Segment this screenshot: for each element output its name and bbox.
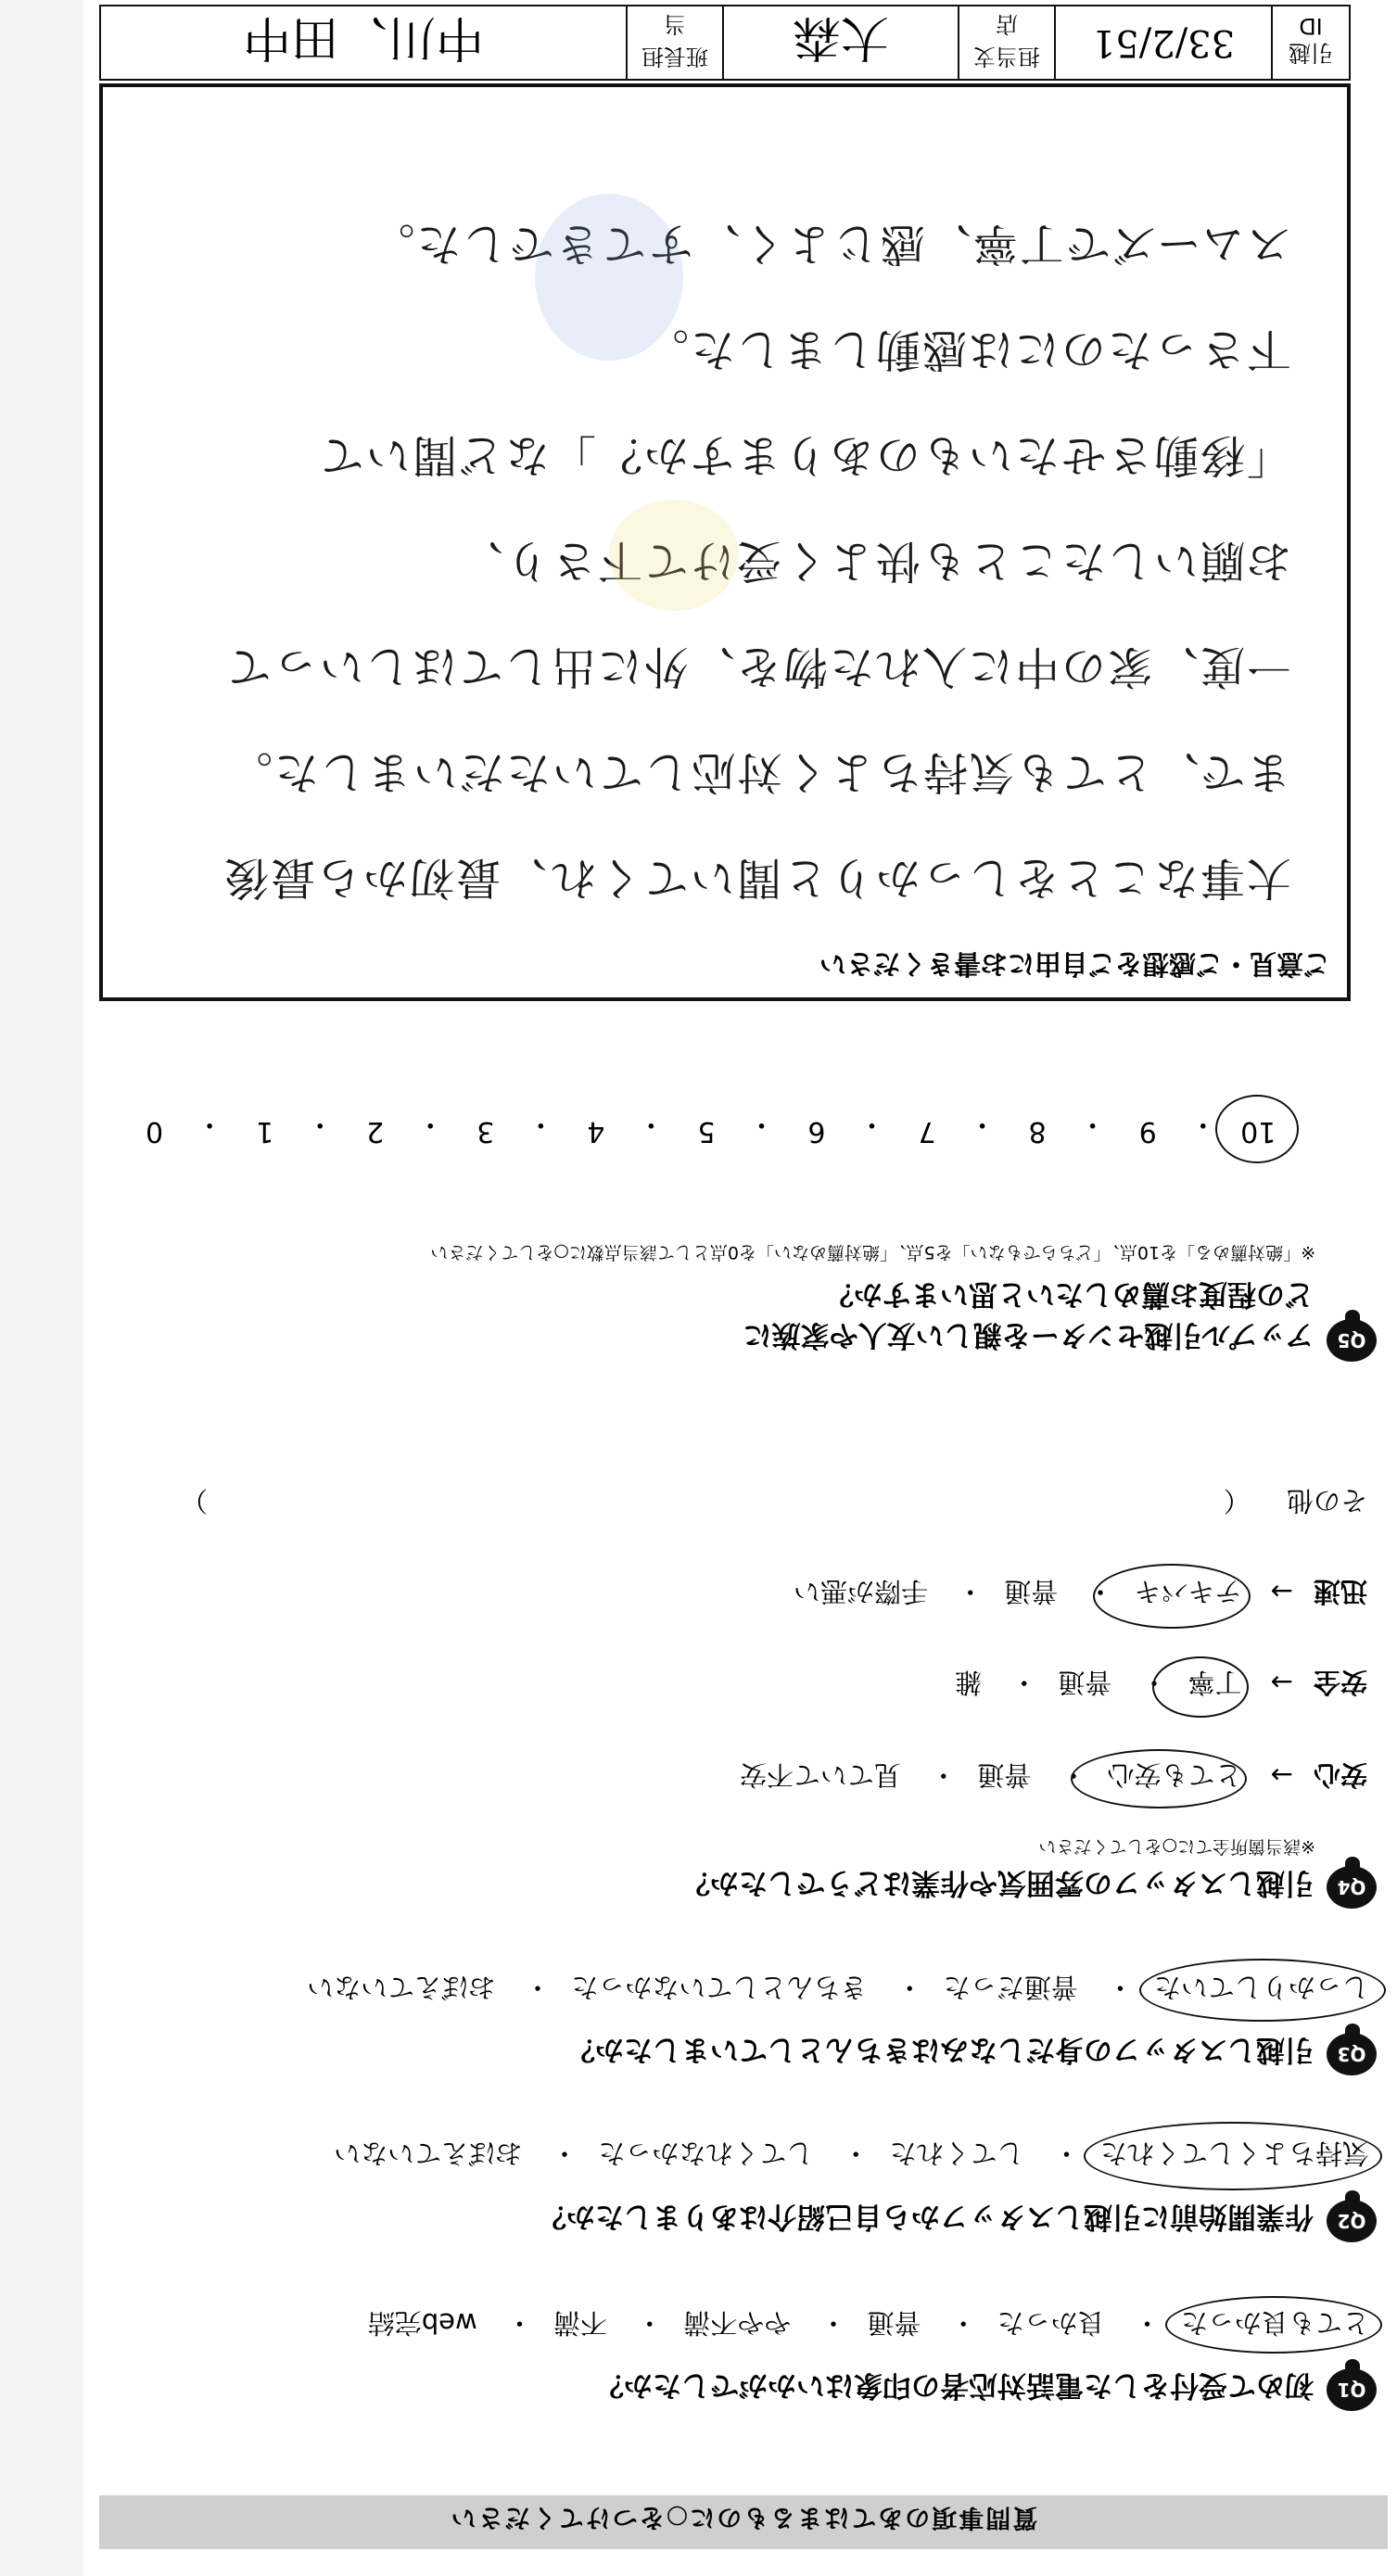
q4-other-close: ）	[181, 1485, 209, 1516]
q4-jinsoku-selection-circle	[1093, 1564, 1251, 1629]
q5-score-scale: 10 ・ 9 ・ 8 ・ 7 ・ 6 ・ 5 ・ 4 ・ 3 ・ 2 ・ 1 ・ 0	[127, 1107, 1286, 1148]
q4-anshin-selection-circle	[1071, 1749, 1247, 1808]
survey-paper	[85, 9, 1388, 2567]
instruction-text: 質問事項のあてはまるものに○をつけてください	[449, 2503, 1038, 2532]
q4-row-anshin: 安心→ とても安心・ 普通・ 見ていて不安	[740, 1758, 1367, 1796]
q1-option[interactable]: web完結	[367, 2307, 477, 2339]
instruction-banner	[99, 2495, 1388, 2549]
q1-selection-circle	[1165, 2296, 1382, 2354]
q4-note: ※該当箇所全てに○をしてください	[1038, 1836, 1315, 1857]
q5-score-option[interactable]: 8	[1028, 1115, 1047, 1148]
comment-line: まで、とても気持ちよく対応していただいました。	[225, 746, 1291, 798]
q4-option[interactable]: 普通	[1058, 1667, 1112, 1698]
scan-stain	[535, 194, 683, 361]
q3-selection-circle	[1139, 1959, 1386, 2022]
q4-row-label: 安全	[1313, 1667, 1367, 1698]
staff-value[interactable]: 中川、田中	[100, 6, 627, 80]
comment-line: スムーズで丁寧、感じよく、すてきでした。	[368, 218, 1291, 270]
q4-option[interactable]: 手際が悪い	[793, 1576, 928, 1607]
comment-heading: ご意見・ご感想をご自由にお書きください	[819, 948, 1330, 980]
comment-line: 下さったのには感動しました。	[641, 324, 1291, 375]
q4-option[interactable]: 普通	[977, 1759, 1032, 1791]
q5-score-option[interactable]: 4	[587, 1115, 605, 1148]
q2-badge: Q2	[1327, 2200, 1377, 2242]
q3-option[interactable]: きちんとしていなかった	[571, 1972, 868, 2003]
q3-badge: Q3	[1327, 2033, 1377, 2075]
q4-option[interactable]: 雑	[954, 1667, 982, 1698]
q5-score-option[interactable]: 1	[256, 1115, 274, 1148]
q4-option[interactable]: 普通	[1004, 1576, 1059, 1607]
footer-table	[99, 5, 1351, 81]
q4-other-open: （	[1223, 1485, 1251, 1516]
branch-value[interactable]: 大森	[723, 6, 959, 80]
q5-selection-circle	[1215, 1095, 1299, 1163]
q4-option[interactable]: 丁寧	[1187, 1667, 1242, 1698]
q3-question: 引越しスタッフの身だしなみはきちんとしていましたか？	[566, 2033, 1314, 2066]
q5-question-line2: どの程度お薦めしたいと思いますか？	[825, 1277, 1314, 1311]
q4-row-anzen: 安全→ 丁寧・ 普通・ 雑	[955, 1665, 1367, 1703]
q5-score-option[interactable]: 2	[366, 1115, 385, 1148]
q2-option[interactable]: してくれなかった	[598, 2138, 814, 2169]
q4-row-label: 迅速	[1313, 1576, 1367, 1607]
q5-note: ※「絶対薦める」を10点、「どちらでもない」を5点、「絶対薦めない」を0点として該当点数に○をしてください	[430, 1242, 1315, 1263]
comment-line: 一度、家の中に入れた物を、外に出してほしいって	[224, 641, 1291, 692]
comment-line: 「移動させたいものありますか？」など聞いて	[317, 429, 1291, 481]
q5-score-option[interactable]: 10	[1240, 1115, 1276, 1148]
q5-score-option[interactable]: 3	[476, 1115, 495, 1148]
comment-line: お願いしたことも快よく受けて下さり、	[456, 535, 1291, 587]
q1-option[interactable]: とても良かった	[1180, 2307, 1369, 2339]
q3-options: しっかりしていた・ 普通だった・ きちんとしていなかった・ おぼえていない	[307, 1970, 1369, 2008]
scan-edge	[0, 0, 83, 2576]
q5-badge: Q5	[1327, 1319, 1377, 1362]
move-id-value[interactable]: 33/2/51	[1055, 6, 1272, 80]
q5-score-option[interactable]: 0	[146, 1115, 164, 1148]
q1-badge: Q1	[1327, 2368, 1377, 2411]
q4-option[interactable]: とても安心	[1107, 1759, 1242, 1791]
q1-option[interactable]: 普通	[867, 2307, 921, 2339]
scan-stain	[609, 500, 739, 611]
q1-option[interactable]: 不満	[552, 2307, 607, 2339]
q4-row-jinsoku: 迅速→ テキパキ・ 普通・ 手際が悪い	[794, 1574, 1367, 1612]
q4-option[interactable]: 見ていて不安	[739, 1759, 901, 1791]
q4-other-label: その他	[1286, 1485, 1367, 1516]
q1-options: とても良かった・ 良かった・ 普通・ やや不満・ 不満・ web完結	[368, 2305, 1369, 2343]
q5-question-line1: アップル引越センターを親しい友人や家族に	[743, 1318, 1314, 1351]
q2-option[interactable]: してくれた	[889, 2138, 1024, 2169]
q2-options: 気持ちよくしてくれた・ してくれた・ してくれなかった・ おぼえていない	[334, 2136, 1369, 2174]
q2-selection-circle	[1084, 2122, 1382, 2190]
comment-line: 大事なことをしっかりと聞いてくれ、最初から最後	[222, 852, 1291, 904]
q4-option[interactable]: テキパキ	[1134, 1576, 1242, 1607]
q2-option[interactable]: 気持ちよくしてくれた	[1099, 2138, 1369, 2169]
q5-score-option[interactable]: 7	[918, 1115, 936, 1148]
q4-anzen-selection-circle	[1152, 1656, 1249, 1718]
q4-question: 引越しスタッフの雰囲気や作業はどうでしたか？	[681, 1866, 1314, 1899]
q4-badge: Q4	[1327, 1866, 1377, 1909]
q2-option[interactable]: おぼえていない	[334, 2138, 523, 2169]
q5-score-option[interactable]: 9	[1138, 1115, 1157, 1148]
branch-label: 担当支店	[959, 6, 1055, 80]
staff-label: 班長担当	[627, 6, 723, 80]
q1-option[interactable]: 良かった	[997, 2307, 1105, 2339]
q3-option[interactable]: 普通だった	[943, 1972, 1078, 2003]
q4-row-label: 安心	[1313, 1759, 1367, 1791]
q2-question: 作業開始前に引越しスタッフから自己紹介はありましたか？	[538, 2200, 1314, 2233]
move-id-label: 引越ID	[1272, 6, 1350, 80]
q3-option[interactable]: しっかりしていた	[1153, 1972, 1369, 2003]
q1-option[interactable]: やや不満	[683, 2307, 792, 2339]
q5-score-option[interactable]: 6	[807, 1115, 826, 1148]
q1-question: 初めて受付をした電話対応者の印象はいかがでしたか？	[595, 2368, 1314, 2402]
q3-option[interactable]: おぼえていない	[307, 1972, 496, 2003]
q5-score-option[interactable]: 5	[697, 1115, 716, 1148]
q4-other-row	[181, 1483, 1367, 1521]
